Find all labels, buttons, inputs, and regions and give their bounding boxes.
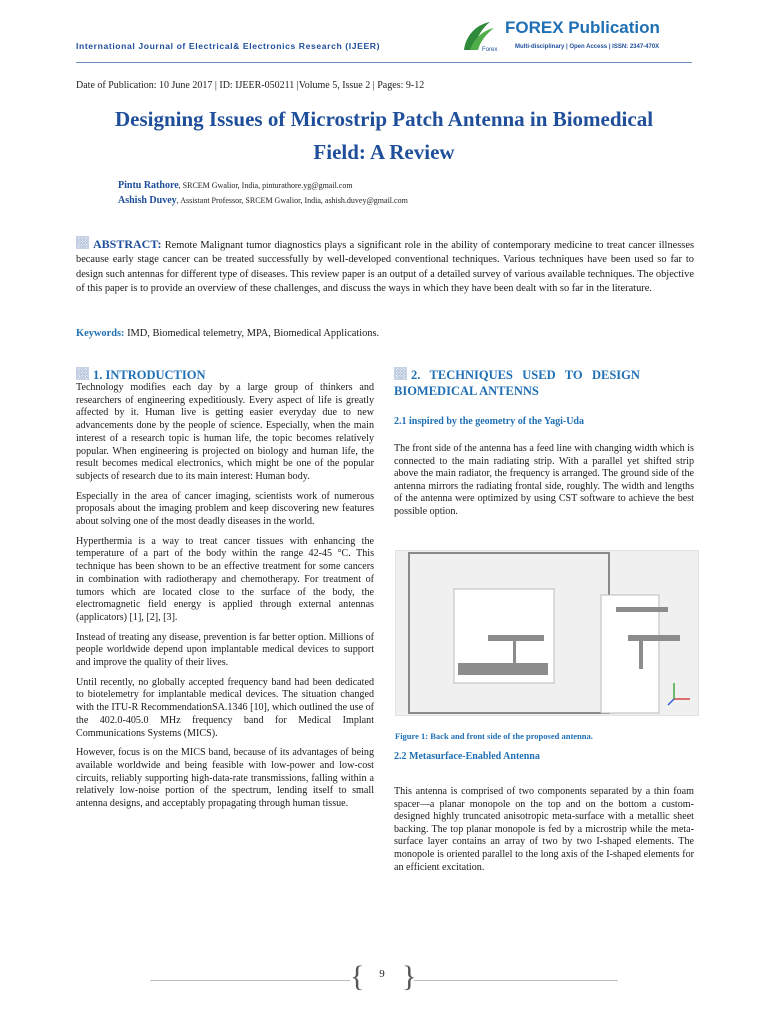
forex-logo-icon (456, 20, 512, 54)
hatched-square-icon (76, 236, 89, 249)
radiating-strip-back (488, 635, 544, 641)
figure-caption: Figure 1: Back and front side of the proposed antenna. (395, 731, 593, 741)
left-brace-icon: { (350, 960, 365, 993)
paragraph: Technology modifies each day by a large group of thinkers and researchers of engineering expeditiously. Every aspect of life is greatly affected by it. Human live is getting easier everyday due to new advancements done by the people of science. Especially, when the main interest of a research topic is human life, the topic becomes relatively popular. When engineering is projected on biology and human life, the result becomes medical electronics, which might be one of the popular subjects of research due to its main interest: Human body. (76, 382, 374, 482)
antenna-diagram (396, 551, 698, 715)
header-rule (76, 62, 692, 63)
paragraph: Instead of treating any disease, prevention is far better option. Millions of people worldwide depend upon implantable medical devices to support and improve the quality of their lives. (76, 631, 374, 669)
radiating-strip-front (628, 635, 680, 641)
hatched-square-icon (76, 367, 89, 380)
hatched-square-icon (394, 367, 407, 380)
abstract-text: Remote Malignant tumor diagnostics plays a significant role in the ability of contemporary medicine to treat cancer illnesses because early stage cancer can be treated successfully by well-developed conventional techniques. Various techniques have been used so far to design such antennas for different type of diseases. This review paper is an output of a detailed survey of various available techniques. The objective of this paper is to provide an overview of these challenges, and discuss the ways in which they have been dealt with so far in the literature. (76, 240, 694, 294)
paragraph: Hyperthermia is a way to treat cancer tissues with enhancing the temperature of a part of the body within the range 42-45 °C. This technique has been shown to be an effective treatment for some cancers in combination with radiotherapy and chemotherapy. For treatment of tumors which are located close to the surface of the body, the electromagnetic field energy is applied through external antennas (applicators) [1], [2], [3]. (76, 535, 374, 623)
subsection-2-2-heading: 2.2 Metasurface-Enabled Antenna (394, 751, 540, 762)
front-side-panel (601, 595, 659, 713)
paragraph: Until recently, no globally accepted frequency band had been dedicated to biotelemetry for implantable medical devices. The situation changed with the ITU-R RecommendationSA.1346 [10], which outlined the use of the 402.0-405.0 MHz frequency band for Medical Implant Communications Systems (MICS). (76, 676, 374, 739)
antenna-figure (395, 550, 699, 716)
author-2 (118, 195, 408, 206)
keywords (76, 328, 379, 339)
paper-title (50, 103, 718, 169)
footer-rule-right (414, 980, 618, 981)
paragraph: However, focus is on the MICS band, because of its advantages of being available worldwide and being feasible with low-power and low-cost circuits, reliably supporting high-data-rate transmissions, falling within a relatively low-noise portion of the spectrum, lending itself to small antenna designs, and acceptably propagating through human tissue. (76, 747, 374, 810)
section-1-body (76, 382, 374, 818)
publication-info: Date of Publication: 10 June 2017 | ID: IJEER-050211 |Volume 5, Issue 2 | Pages: 9-12 (76, 80, 425, 91)
author-name: Pintu Rathore (118, 180, 179, 191)
title-line-1: Designing Issues of Microstrip Patch Antenna in Biomedical (114, 107, 654, 131)
section-2-heading: 2. TECHNIQUES USED TO DESIGN BIOMEDICAL ANTENNS (394, 368, 640, 398)
paragraph: Especially in the area of cancer imaging, scientists work of numerous proposals about the imaging problem and keep discovering new features about solving one of the most deadly diseases in the world. (76, 490, 374, 528)
logo-text: Forex (482, 47, 498, 53)
title-line-2: Field: A Review (313, 140, 455, 164)
subsection-2-1-body: The front side of the antenna has a feed line with changing width which is connected to the main radiating strip. With a parallel yet shifted strip above the main radiator, the frequency is arranged. The ground side of the antenna mirrors the radiating frontal side, roughly. The width and lengths of the antenna were optimized by using CST software to achieve the best possible option. (394, 443, 694, 517)
keywords-text: IMD, Biomedical telemetry, MPA, Biomedical Applications. (124, 328, 380, 339)
brand-name: FOREX Publication (505, 18, 660, 37)
page-number: 9 (379, 968, 385, 980)
author-name: Ashish Duvey (118, 195, 177, 206)
ground-plane-back (458, 663, 548, 675)
section-1-heading: 1. INTRODUCTION (76, 367, 206, 383)
right-brace-icon: } (402, 960, 417, 993)
parasitic-strip (616, 607, 668, 612)
keywords-label: Keywords: (76, 328, 125, 339)
footer-rule-left (150, 980, 350, 981)
author-1 (118, 180, 353, 191)
abstract-label: ABSTRACT: (93, 237, 162, 251)
journal-name: International Journal of Electrical& Electronics Research (IJEER) (76, 41, 381, 51)
subsection-2-1-heading: 2.1 inspired by the geometry of the Yagi-Uda (394, 416, 584, 427)
author-affiliation: , SRCEM Gwalior, India, pinturathore.yg@gmail.com (178, 181, 353, 190)
feed-line-back (513, 641, 516, 663)
abstract (76, 236, 694, 296)
author-affiliation: , Assistant Professor, SRCEM Gwalior, India, ashish.duvey@gmail.com (176, 196, 408, 205)
feed-line-front (639, 641, 643, 669)
subsection-2-2-body: This antenna is comprised of two components separated by a thin foam spacer—a planar monopole on the top and on the bottom a custom-designed highly truncated anisotropic meta-surface with a metallic sheet backing. The top planar monopole is fed by a microstrip while the meta-surface layer contains an array of two by two I-shaped elements. The monopole is oriented parallel to the long axis of the I-shaped elements for an efficient excitation. (394, 786, 694, 873)
brand-tagline: Multi-disciplinary | Open Access | ISSN: 2347-470X (515, 44, 660, 50)
